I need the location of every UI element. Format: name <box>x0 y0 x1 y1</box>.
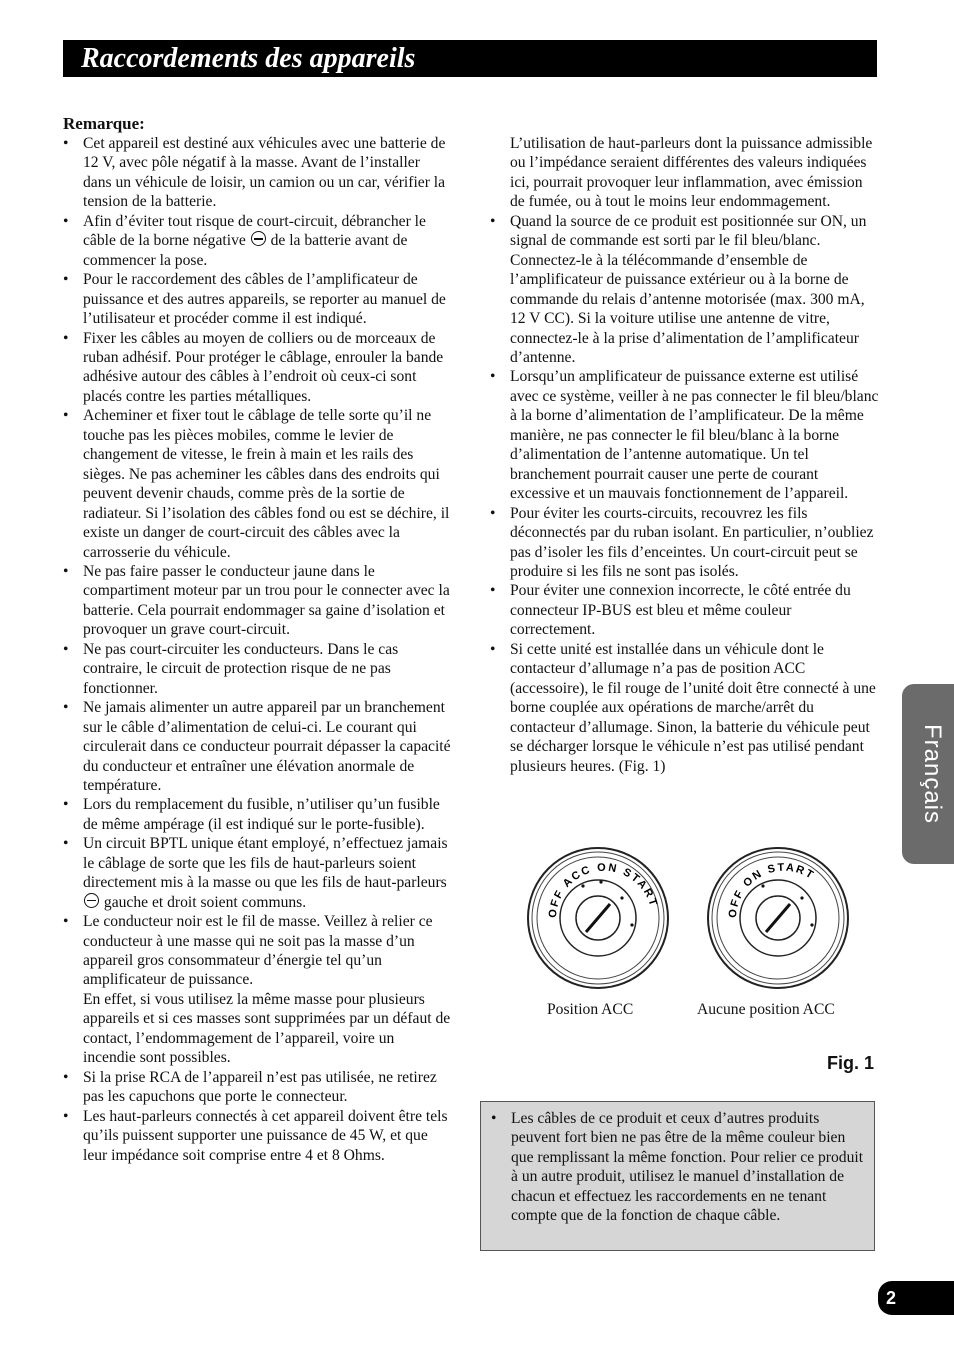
left-column <box>63 114 451 1165</box>
page-number-badge <box>878 1281 954 1315</box>
on-label: ON <box>596 861 620 876</box>
right-list <box>490 212 880 776</box>
right-column <box>490 134 880 776</box>
remark-heading: Remarque: <box>63 114 145 133</box>
list-item: • Ne pas faire passer le conducteur jaune dans le compartiment moteur par un trou pour le connecter avec la batterie. Cela pourrait endommager sa gaine d’isolation et provoquer un grave court-circuit. <box>63 562 451 640</box>
remark-list <box>63 134 451 1165</box>
list-item-text: Un circuit BPTL unique étant employé, n’effectuez jamais le câblage de sorte que les fils de haut-parleurs soient directement mis à la masse ou que les fils de haut-parleurs <box>83 835 448 892</box>
list-item: • Pour le raccordement des câbles de l’amplificateur de puissance et des autres appareils, se reporter au manuel de l’utilisateur et procéder comme il est indiqué. <box>63 270 451 328</box>
list-item-text: En effet, si vous utilisez la même masse pour plusieurs appareils et si ces masses sont supprimées par un défaut de contact, l’endommagement de l’appareil, voire un incendie sont possibles. <box>83 990 451 1067</box>
on-label: ON <box>741 867 766 890</box>
list-item <box>63 912 451 1068</box>
start-label: START <box>766 861 817 883</box>
section-title-bar <box>63 40 877 77</box>
list-item: • Fixer les câbles au moyen de colliers ou de morceaux de ruban adhésif. Pour protéger le câblage, enrouler la bande adhésive autour des câbles à l’endroit où ceux-ci sont placés contre les parties métalliques. <box>63 329 451 407</box>
acc-label: ACC <box>560 863 594 890</box>
note-list <box>491 1109 866 1226</box>
off-label: OFF <box>726 887 747 919</box>
list-item: • Les câbles de ce produit et ceux d’autres produits peuvent fort bien ne pas être de la même couleur bien que remplissant la même fonction. Pour relier ce produit à un autre produit, utilisez le manuel d’installation de chacun et effectuez les raccordements en ne tenant compte que de la fonction de chaque câble. <box>491 1109 866 1226</box>
list-item: • Cet appareil est destiné aux véhicules avec une batterie de 12 V, avec pôle négatif à la masse. Avant de l’installer dans un véhicule de loisir, un camion ou un car, vérifier la tension de la batterie. <box>63 134 451 212</box>
note-box <box>480 1101 875 1251</box>
list-item: • Si la prise RCA de l’appareil n’est pas utilisée, ne retirez pas les capuchons que porte le connecteur. <box>63 1068 451 1107</box>
negative-terminal-icon <box>251 231 266 246</box>
ignition-switches-illustration <box>522 842 882 1002</box>
list-item <box>63 834 451 912</box>
list-item: • Lors du remplacement du fusible, n’utiliser qu’un fusible de même ampérage (il est indiqué sur le porte-fusible). <box>63 795 451 834</box>
list-item: • Pour éviter une connexion incorrecte, le côté entrée du connecteur IP-BUS est bleu et même couleur correctement. <box>490 581 880 639</box>
page-title: Raccordements des appareils <box>81 43 416 74</box>
list-item: • Pour éviter les courts-circuits, recouvrez les fils déconnectés par du ruban isolant. En particulier, n’oubliez pas d’isoler les fils d’enceintes. Un court-circuit peut se produire si les fils ne sont pas isolés. <box>490 504 880 582</box>
acc-switch-icon <box>528 848 668 988</box>
list-item: • Les haut-parleurs connectés à cet appareil doivent être tels qu’ils puissent supporter une puissance de 45 W, et que leur impédance soit comprise entre 4 et 8 Ohms. <box>63 1107 451 1165</box>
list-item: • Ne pas court-circuiter les conducteurs. Dans le cas contraire, le circuit de protection risque de ne pas fonctionner. <box>63 640 451 698</box>
list-item-text: Afin d’éviter tout risque de court-circuit, débrancher le câble de la borne négative <box>83 212 426 250</box>
figure-label: Fig. 1 <box>827 1053 875 1073</box>
list-item: • Lorsqu’un amplificateur de puissance externe est utilisé avec ce système, veiller à ne pas connecter le fil bleu/blanc à la borne d’alimentation de l’amplificateur. De la même manière, ne pas connecter le fil bleu/blanc à la borne d’alimentation de l’antenne automatique. Un tel branchement pourrait causer une perte de courant excessive et un mauvais fonctionnement de l’appareil. <box>490 367 880 503</box>
list-item: • Acheminer et fixer tout le câblage de telle sorte qu’il ne touche pas les pièces mobiles, comme le levier de changement de vitesse, le frein à main et les rails des sièges. Ne pas acheminer les câbles dans des endroits qui peuvent devenir chauds, comme près de la sortie de radiateur. Si l’isolation des câbles fond ou est se déchire, il existe un danger de court-circuit des câbles avec la carrosserie du véhicule. <box>63 406 451 562</box>
list-item <box>63 212 451 270</box>
acc-position-caption: Position ACC <box>547 1001 634 1018</box>
list-item: • Ne jamais alimenter un autre appareil par un branchement sur le câble d’alimentation de celui-ci. Le courant qui circulerait dans ce conducteur pourrait dépasser la capacité du conducteur et entraîner une élévation anormale de température. <box>63 698 451 795</box>
off-label: OFF <box>546 887 567 919</box>
list-item: • Si cette unité est installée dans un véhicule dont le contacteur d’allumage n’a pas de position ACC (accessoire), le fil rouge de l’unité doit être connecté à une borne couplée aux opérations de marche/arrêt du contacteur d’allumage. Sinon, la batterie du véhicule peut se décharger lorsque le véhicule n’est pas utilisé pendant plusieurs heures. (Fig. 1) <box>490 640 880 776</box>
list-item-text: de la batterie avant de commencer la pose. <box>83 232 408 269</box>
continuation-paragraph: L’utilisation de haut-parleurs dont la puissance admissible ou l’impédance seraient différentes des valeurs indiquées ici, pourrait provoquer leur inflammation, avec émission de fumée, ou à tout le moins leur endommagement. <box>510 135 873 211</box>
negative-terminal-icon <box>84 893 99 908</box>
language-tab <box>902 684 954 864</box>
list-item: • Quand la source de ce produit est positionnée sur ON, un signal de commande est sorti par le fil bleu/blanc. Connectez-le à la télécommande d’ensemble de l’amplificateur de puissance extérieur ou à la borne de commande du relais d’antenne motorisée (max. 300 mA, 12 V CC). Si la voiture utilise une antenne de vitre, connectez-le à la prise d’alimentation de l’amplificateur d’antenne. <box>490 212 880 368</box>
language-label: Français <box>919 723 946 825</box>
list-item-text: gauche et droit soient communs. <box>100 893 307 911</box>
page-number: 2 <box>886 1288 897 1308</box>
no-acc-switch-icon <box>708 848 848 988</box>
no-acc-position-caption: Aucune position ACC <box>697 1001 835 1018</box>
start-label: START <box>620 866 660 910</box>
list-item-text: Le conducteur noir est le fil de masse. Veillez à relier ce conducteur à une masse qui ne soit pas la masse d’un appareil gros consommateur d’énergie tel qu’un amplificateur de puissance. <box>83 913 433 989</box>
